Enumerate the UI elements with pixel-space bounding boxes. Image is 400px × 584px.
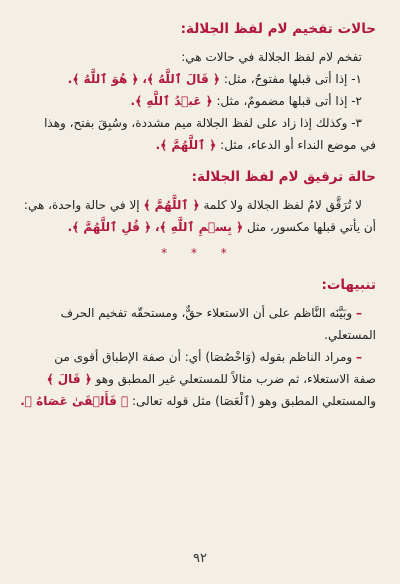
section-heading-tafkhim: حالات تفخيم لام لفظ الجلالة: (180, 21, 376, 37)
quran-quote: ﴿ قَالَ ٱللَّهُ ﴾، (142, 72, 220, 86)
quran-quote: ﴿ قَالَ ﴾ (46, 372, 92, 386)
item-3-line-1: ٣- وكذلك إذا زاد على لفظ الجلالة ميم مشددة، وسُبِقَ بفتح، وهذا (44, 116, 362, 130)
dash-bullet-icon: – (356, 350, 362, 364)
page-number: ٩٢ (193, 551, 207, 566)
note-2-line-1 (22, 346, 376, 368)
text-run: لا تُرَقَّق لامُ لفظ الجلالة ولا كلمة (203, 198, 362, 212)
text-run: وبَيَّنَه النَّاظم على أن الاستعلاء حقٌّ، ومستحقّه تفخيم الحرف (60, 306, 353, 320)
text-run: صفة الاستعلاء، ثم ضرب مثالاً للمستعلي غير المطبق وهو (95, 372, 376, 386)
quran-quote: ﴿ عَبۡدُ ٱللَّهِ ﴾. (130, 94, 213, 108)
note-2-line-2 (22, 368, 376, 390)
section-heading-tarqiq: حالة ترقيق لام لفظ الجلالة: (191, 169, 376, 185)
text-run: والمستعلي المطبق وهو (ٱلْعَصَا) مثل قوله تعالى: (132, 394, 376, 408)
quran-quote: ﴿ قُلِ ٱللَّهُمَّ ﴾. (67, 220, 152, 234)
section-separator: * * * (161, 246, 237, 260)
text-run: ومراد الناظم بقوله (وَاخْصُصَا) أي: أن صفة الإطباق أقوى من (54, 350, 353, 364)
text-run: إلا في حالة واحدة، هي: (23, 198, 140, 212)
quran-quote: ﴿ ٱللَّهُمَّ ﴾. (155, 138, 217, 152)
item-2 (22, 90, 376, 112)
quran-quote: ﴿ فَأَلۡقَىٰ عَصَاهُ ﴾. (20, 394, 129, 408)
item-1 (22, 68, 376, 90)
intro-line: تفخم لام لفظ الجلالة في حالات هي: (181, 50, 362, 64)
tarqiq-line-1 (22, 194, 376, 216)
text-run: أن يأتي قبلها مكسور، مثل (246, 220, 376, 234)
quran-quote: ﴿ بِسۡمِ ٱللَّهِ ﴾، (154, 220, 244, 234)
item-3-text: في موضع النداء أو الدعاء، مثل: (220, 138, 376, 152)
item-3-line-2 (22, 134, 376, 156)
note-1-line-2: المستعلي. (324, 328, 376, 342)
quran-quote: ﴿ ٱللَّهُمَّ ﴾ (143, 198, 200, 212)
quran-quote: ﴿ هُوَ ٱللَّهُ ﴾. (67, 72, 139, 86)
note-2-line-3 (22, 390, 376, 412)
tarqiq-line-2 (22, 216, 376, 238)
note-1-line-1 (22, 302, 376, 324)
item-2-text: ٢- إذا أتى قبلها مضمومٌ، مثل: (216, 94, 362, 108)
notes-heading: تنبيهات: (321, 277, 376, 293)
dash-bullet-icon: – (356, 306, 362, 320)
item-1-text: ١- إذا أتى قبلها مفتوحٌ، مثل: (223, 72, 362, 86)
